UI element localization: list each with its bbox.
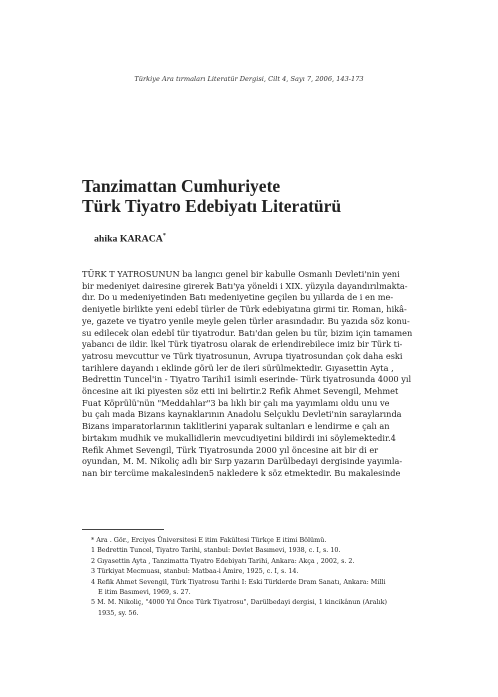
body-line: su edilecek olan edebî tür tiyatrodur. Batı'dan gelen bu tür, bizim için tamamen: [82, 327, 413, 338]
body-line: tarihlere dayandı ı eklinde görü ler de ileri sürülmektedir. Gıyasettin Ayta ,: [82, 362, 394, 373]
article-title: [82, 176, 341, 216]
footnote: 3 Türkiyat Mecmuası, stanbul: Matbaa-i Âmire, 1925, c. I, s. 14.: [91, 567, 299, 576]
body-line: deniyetle birlikte yeni edebî türler de Türk edebiyatına girmi tir. Roman, hikâ-: [82, 304, 407, 315]
body-line: Refik Ahmet Sevengil, Türk Tiyatrosunda 2000 yıl öncesine ait bir di er: [82, 444, 379, 455]
title-line-2: Türk Tiyatro Edebiyatı Literatürü: [82, 196, 342, 216]
footnote: 1 Bedrettin Tuncel, Tiyatro Tarihi, stanbul: Devlet Basımevi, 1938, c. I, s. 10.: [91, 546, 341, 555]
body-line: birtakım mudhik ve mukallidlerin mevcudiyetini bildirdi ini söylemektedir.4: [82, 432, 396, 443]
body-line: Fuat Köprülü'nün "Meddahlar"3 ba lıklı bir çalı ma yayımlamı oldu unu ve: [82, 397, 390, 408]
body-line: Bizans imparatorlarının taklitlerini yaparak sultanları e lendirme e çalı an: [82, 421, 390, 432]
body-line: dır. Do u medeniyetinden Batı medeniyetine geçilen bu yıllarda de i en me-: [82, 292, 394, 303]
body-line: bu çalı mada Bizans kaynaklarının Anadolu Selçuklu Devleti'nin saraylarında: [82, 409, 402, 420]
title-line-1: Tanzimattan Cumhuriyete: [82, 176, 281, 196]
body-line: yatrosu mevcuttur ve Türk tiyatrosunun, Avrupa tiyatrosundan çok daha eski: [82, 350, 403, 361]
footnote-continuation: E itim Basımevi, 1969, s. 27.: [98, 588, 191, 597]
footnote-divider: [82, 529, 164, 530]
footnote: 4 Refik Ahmet Sevengil, Türk Tiyatrosu Tarihi I: Eski Türklerde Dram Sanatı, Ankara: Milli: [91, 577, 386, 586]
author-text: ahika KARACA: [94, 233, 163, 245]
body-line: öncesine ait iki piyesten söz etti ini belirtir.2 Refik Ahmet Sevengil, Mehmet: [82, 386, 399, 397]
body-line: TÜRK T YATROSUNUN ba langıcı genel bir kabulle Osmanlı Devleti'nin yeni: [82, 269, 400, 279]
author-footnote-mark: *: [162, 233, 166, 239]
body-line: ye, gazete ve tiyatro yenile meyle gelen türler arasındadır. Bu yazıda söz konu-: [82, 315, 410, 326]
body-line: yabancı de ildir. lkel Türk tiyatrosu olarak de erlendirebilece imiz bir Türk ti-: [82, 339, 403, 350]
author-name: [94, 233, 166, 244]
article-body: [82, 269, 416, 480]
journal-header: Türkiye Ara tırmaları Literatür Dergisi, Cilt 4, Sayı 7, 2006, 143-173: [134, 75, 364, 83]
body-line: oyundan, M. M. Nikoliç adlı bir Sırp yazarın Darülbedayi dergisinde yayımla-: [82, 456, 403, 467]
footnote-continuation: 1935, sy. 56.: [98, 608, 139, 617]
footnote: * Ara . Gör., Erciyes Üniversitesi E itim Fakültesi Türkçe E itimi Bölümü.: [91, 536, 327, 544]
body-line: Bedrettin Tuncel'in - Tiyatro Tarihi1 isimli eserinde- Türk tiyatrosunda 4000 yıl: [82, 374, 412, 385]
body-line: nan bir tercüme makalesinden5 nakledere k söz etmektedir. Bu makalesinde: [82, 467, 401, 478]
footnotes: [91, 535, 421, 618]
footnote: 2 Gıyasettin Ayta , Tanzimatta Tiyatro Edebiyatı Tarihi, Ankara: Akça , 2002, s. 2.: [91, 556, 355, 565]
footnote: 5 M. M. Nikoliç, "4000 Yıl Önce Türk Tiyatrosu", Darülbedayi dergisi, 1 kincikânun (Aralık): [91, 598, 387, 607]
body-line: bir medeniyet dairesine girerek Batı'ya yöneldi i XIX. yüzyıla dayandırılmakta-: [82, 280, 408, 291]
